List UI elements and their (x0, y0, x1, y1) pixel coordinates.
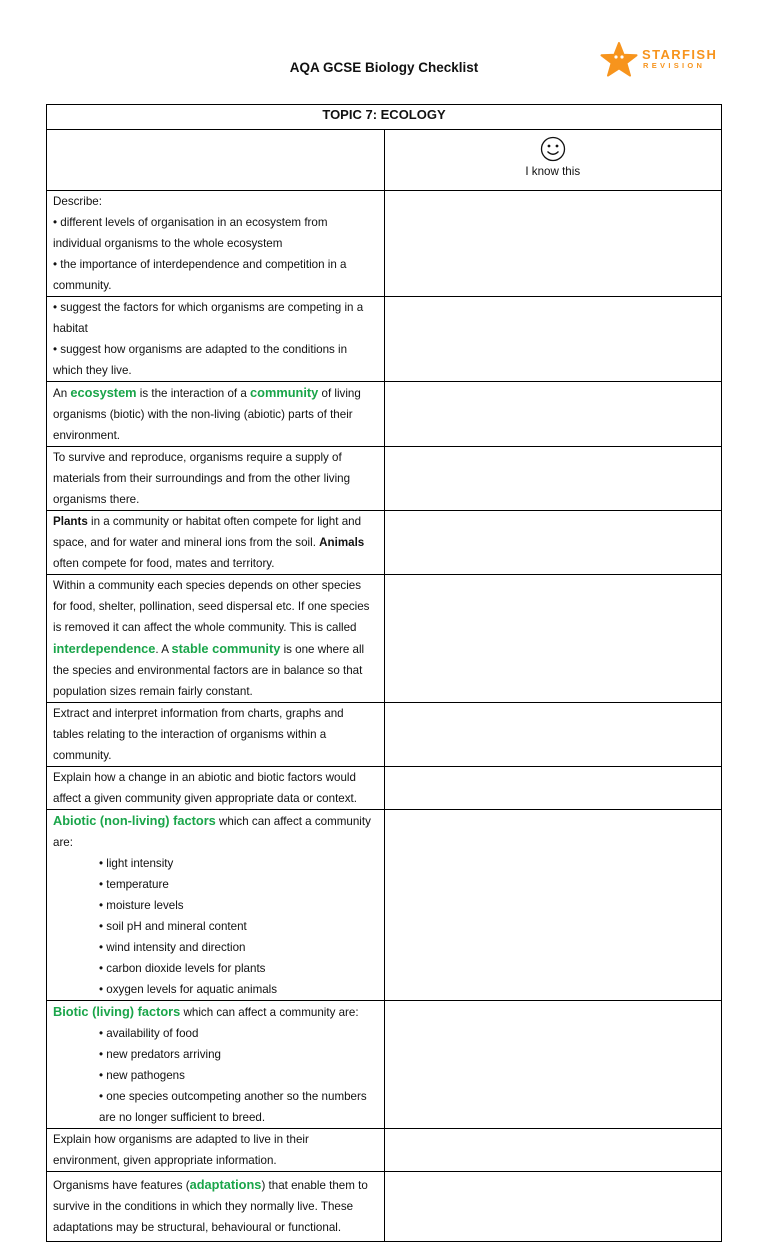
table-row (47, 1001, 722, 1129)
row-text: To survive and reproduce, organisms require a supply of materials from their surroundings and from the other living organisms there. (53, 451, 351, 506)
row-text: of living organisms (biotic) with the non-living (abiotic) parts of their environment. (53, 387, 361, 442)
row-text: • suggest the factors for which organisms are competing in a habitat (53, 301, 364, 335)
row-content (47, 1172, 385, 1242)
list-item: • soil pH and mineral content (99, 920, 247, 933)
list-item: • availability of food (99, 1027, 199, 1040)
row-content (47, 191, 385, 297)
table-row (47, 447, 722, 511)
topic-title: TOPIC 7: ECOLOGY (47, 105, 722, 130)
table-row (47, 511, 722, 575)
list-item: • wind intensity and direction (99, 941, 246, 954)
header-empty-cell (47, 130, 385, 191)
row-text: Extract and interpret information from charts, graphs and tables relating to the interaction of organisms within a community. (53, 707, 344, 762)
i-know-this-checkbox[interactable] (384, 1129, 722, 1172)
starfish-revision-logo (600, 42, 730, 78)
row-content (47, 382, 385, 447)
table-row (47, 575, 722, 703)
smiley-face-icon (540, 136, 566, 162)
row-content (47, 511, 385, 575)
row-text: in a community or habitat often compete for light and space, and for water and mineral ions from the soil. (53, 515, 362, 549)
bold-term-plants: Plants (53, 515, 88, 528)
row-text: is the interaction of a (136, 387, 251, 400)
row-text: Describe: (53, 195, 102, 208)
topic-header-row (47, 105, 722, 130)
row-text: Explain how organisms are adapted to live in their environment, given appropriate information. (53, 1133, 309, 1167)
row-text: ) that enable them to survive in the conditions in which they normally live. These adaptations may be structural, behavioural or functional. (53, 1179, 368, 1234)
i-know-this-checkbox[interactable] (384, 511, 722, 575)
logo-word-revision: REVISION (643, 61, 706, 70)
bold-term-animals: Animals (319, 536, 365, 549)
table-row (47, 191, 722, 297)
column-header-row (47, 130, 722, 191)
row-text: often compete for food, mates and territory. (53, 557, 275, 570)
i-know-this-checkbox[interactable] (384, 447, 722, 511)
row-content (47, 575, 385, 703)
keyword-biotic-factors: Biotic (living) factors (53, 1004, 181, 1019)
list-item: • moisture levels (99, 899, 184, 912)
list-item: • oxygen levels for aquatic animals (99, 983, 278, 996)
ecology-checklist-table (46, 104, 722, 1242)
list-item: • new predators arriving (99, 1048, 221, 1061)
i-know-this-checkbox[interactable] (384, 1172, 722, 1242)
row-text: Organisms have features ( (53, 1179, 190, 1192)
list-item: • new pathogens (99, 1069, 185, 1082)
row-text: • different levels of organisation in an ecosystem from individual organisms to the whole ecosystem (53, 216, 328, 250)
row-content (47, 767, 385, 810)
row-text: • the importance of interdependence and competition in a community. (53, 258, 347, 292)
row-text: is one where all the species and environmental factors are in balance so that population sizes remain fairly constant. (53, 643, 365, 698)
starfish-logo-icon (600, 42, 638, 78)
row-content (47, 447, 385, 511)
logo-word-starfish: STARFISH (642, 47, 718, 62)
row-text: Within a community each species depends on other species for food, shelter, pollination, seed dispersal etc. If one species is removed it can affect the whole community. This is called (53, 579, 370, 634)
i-know-this-checkbox[interactable] (384, 810, 722, 1001)
row-text: Explain how a change in an abiotic and biotic factors would affect a given community given appropriate data or context. (53, 771, 357, 805)
i-know-this-checkbox[interactable] (384, 297, 722, 382)
row-text: • suggest how organisms are adapted to the conditions in which they live. (53, 343, 348, 377)
row-text: An (53, 387, 71, 400)
table-row (47, 703, 722, 767)
keyword-ecosystem: ecosystem (70, 385, 137, 400)
row-text: which can affect a community are: (180, 1006, 359, 1019)
keyword-stable-community: stable community (171, 641, 281, 656)
list-item: • light intensity (99, 857, 174, 870)
row-content (47, 1129, 385, 1172)
i-know-this-label: I know this (525, 165, 581, 178)
row-content (47, 1001, 385, 1129)
table-row (47, 297, 722, 382)
keyword-abiotic-factors: Abiotic (non-living) factors (53, 813, 216, 828)
list-item: • carbon dioxide levels for plants (99, 962, 266, 975)
i-know-this-checkbox[interactable] (384, 1001, 722, 1129)
table-row (47, 767, 722, 810)
keyword-community: community (250, 385, 319, 400)
table-row (47, 810, 722, 1001)
keyword-adaptations: adaptations (189, 1177, 262, 1192)
table-row (47, 382, 722, 447)
i-know-this-checkbox[interactable] (384, 382, 722, 447)
table-row (47, 1129, 722, 1172)
biotic-factors-list (53, 1023, 378, 1128)
i-know-this-checkbox[interactable] (384, 191, 722, 297)
keyword-interdependence: interdependence (53, 641, 156, 656)
table-row (47, 1172, 722, 1242)
i-know-this-header (384, 130, 722, 191)
row-content (47, 810, 385, 1001)
i-know-this-checkbox[interactable] (384, 767, 722, 810)
list-item: • temperature (99, 878, 169, 891)
i-know-this-checkbox[interactable] (384, 575, 722, 703)
row-content (47, 297, 385, 382)
list-item: • one species outcompeting another so the numbers are no longer sufficient to breed. (99, 1090, 367, 1124)
row-text: . A (155, 643, 172, 656)
i-know-this-checkbox[interactable] (384, 703, 722, 767)
abiotic-factors-list (53, 853, 378, 1000)
document-title: AQA GCSE Biology Checklist (289, 60, 479, 75)
row-content (47, 703, 385, 767)
row-text: which can affect a community are: (53, 815, 371, 849)
